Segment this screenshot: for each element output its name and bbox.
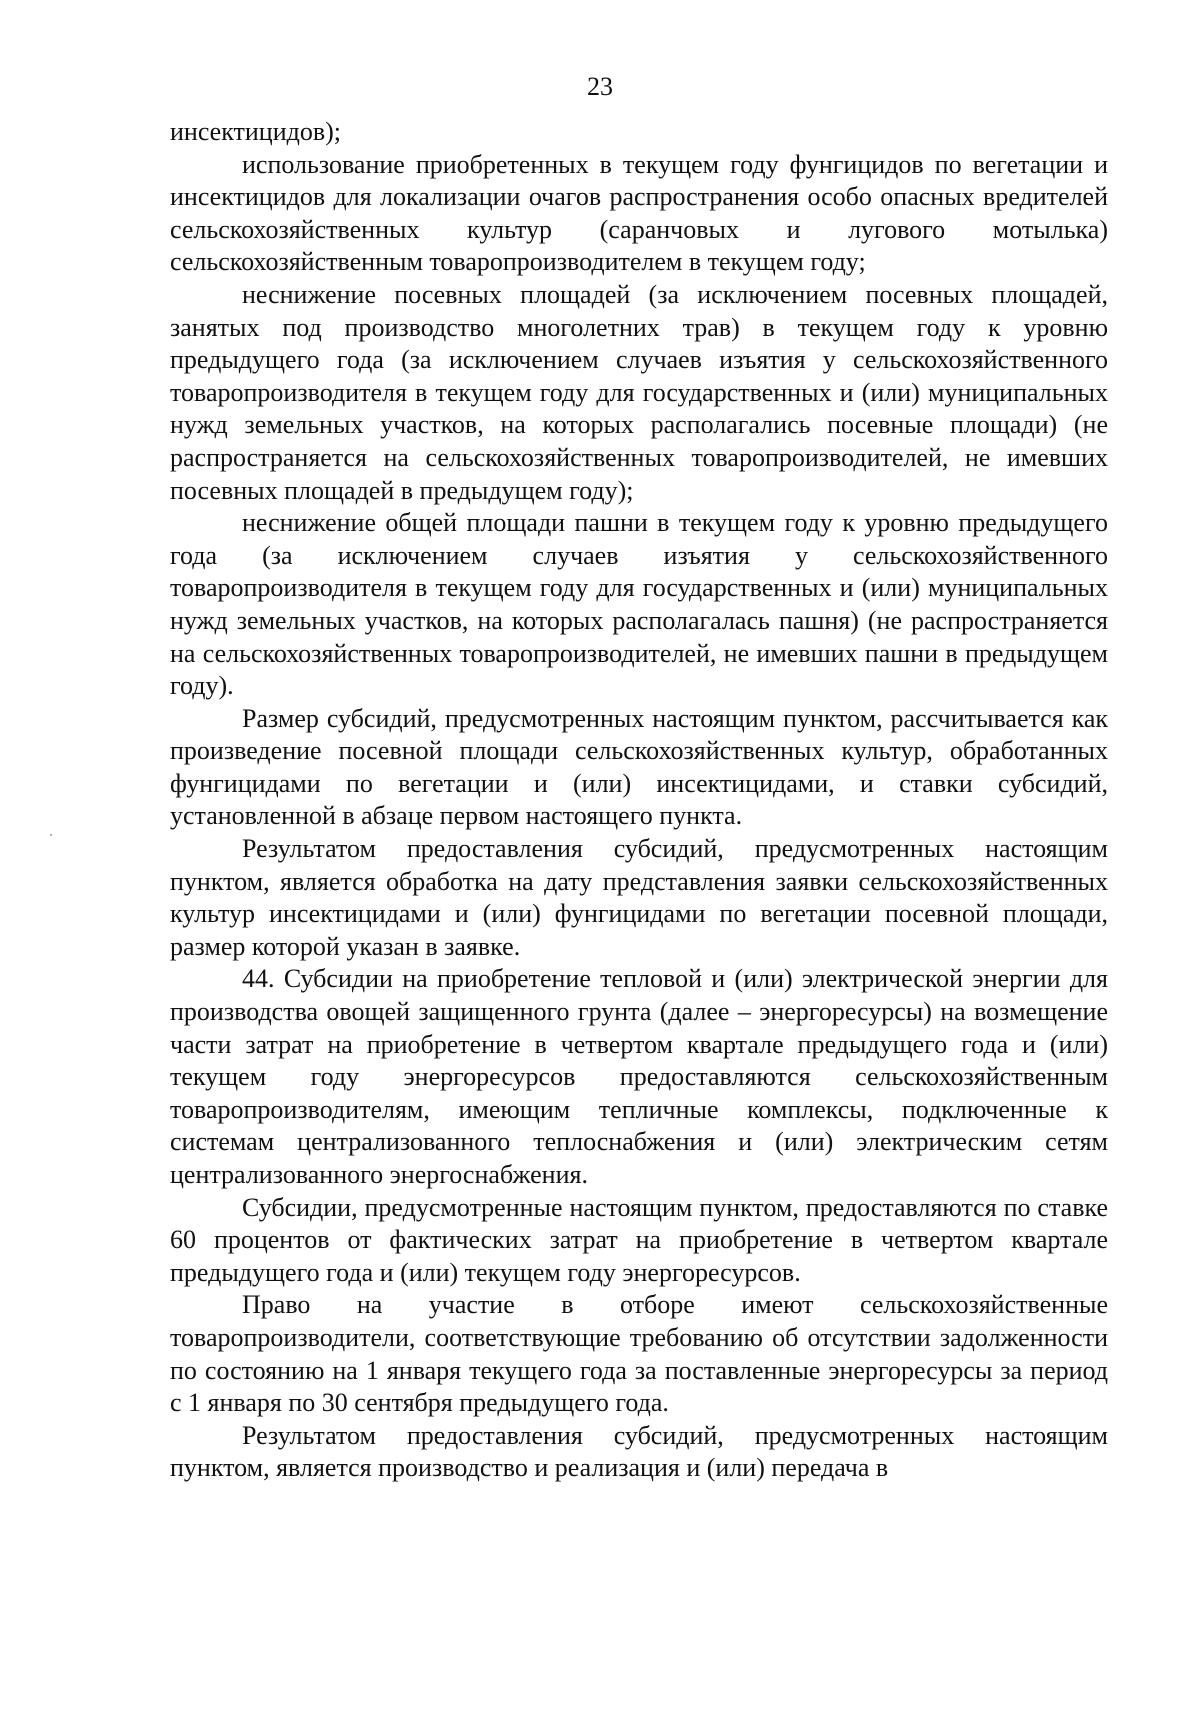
paragraph-selection-eligibility: Право на участие в отборе имеют сельскохозяйственные товаропроизводители, соответствующие требованию об отсутствии задолженности по состоянию на 1 января текущего года за поставленные энергоресурсы за период с 1 января по 30 сентября предыдущего года.: [170, 1290, 1108, 1418]
document-body: [170, 116, 1108, 1485]
paragraph-insecticides-tail: инсектицидов);: [170, 117, 342, 146]
paragraph-subsidy-amount: Размер субсидий, предусмотренных настоящим пунктом, рассчитывается как произведение посевной площади сельскохозяйственных культур, обработанных фунгицидами по вегетации и (или) инсектицидами, и ставки субсидий, установленной в абзаце первом настоящего пункта.: [170, 703, 1108, 831]
page-number: 23: [587, 72, 613, 101]
scan-speck: [50, 834, 52, 836]
paragraph-energy-subsidy-result: Результатом предоставления субсидий, предусмотренных настоящим пунктом, является производство и реализация и (или) передача в: [170, 1420, 1108, 1483]
paragraph-clause-44: 44. Субсидии на приобретение тепловой и (или) электрической энергии для производства овощей защищенного грунта (далее – энергоресурсы) на возмещение части затрат на приобретение в четвертом квартале предыдущего года и (или) текущем году энергоресурсов предоставляются сельскохозяйственным товаропроизводителям, имеющим тепличные комплексы, подключенные к системам централизованного теплоснабжения и (или) электрическим сетям централизованного энергоснабжения.: [170, 964, 1108, 1189]
paragraph-fungicide-use: использование приобретенных в текущем году фунгицидов по вегетации и инсектицидов для локализации очагов распространения особо опасных вредителей сельскохозяйственных культур (саранчовых и лугового мотылька) сельскохозяйственным товаропроизводителем в текущем году;: [170, 149, 1108, 277]
paragraph-subsidy-result: Результатом предоставления субсидий, предусмотренных настоящим пунктом, является обработка на дату представления заявки сельскохозяйственных культур инсектицидами и (или) фунгицидами по вегетации посевной площади, размер которой указан в заявке.: [170, 834, 1108, 961]
paragraph-arable-land-condition: неснижение общей площади пашни в текущем году к уровню предыдущего года (за исключением случаев изъятия у сельскохозяйственного товаропроизводителя в текущем году для государственных и (или) муниципальных нужд земельных участков, на которых располагалась пашня) (не распространяется на сельскохозяйственных товаропроизводителей, не имевших пашни в предыдущем году).: [170, 508, 1108, 701]
paragraph-subsidy-rate: Субсидии, предусмотренные настоящим пунктом, предоставляются по ставке 60 процентов от фактических затрат на приобретение в четвертом квартале предыдущего года и (или) текущем году энергоресурсов.: [170, 1192, 1108, 1287]
paragraph-sown-area-condition: неснижение посевных площадей (за исключением посевных площадей, занятых под производство многолетних трав) в текущем году к уровню предыдущего года (за исключением случаев изъятия у сельскохозяйственного товаропроизводителя в текущем году для государственных и (или) муниципальных нужд земельных участков, на которых располагались посевные площади) (не распространяется на сельскохозяйственных товаропроизводителей, не имевших посевных площадей в предыдущем году);: [170, 279, 1108, 505]
